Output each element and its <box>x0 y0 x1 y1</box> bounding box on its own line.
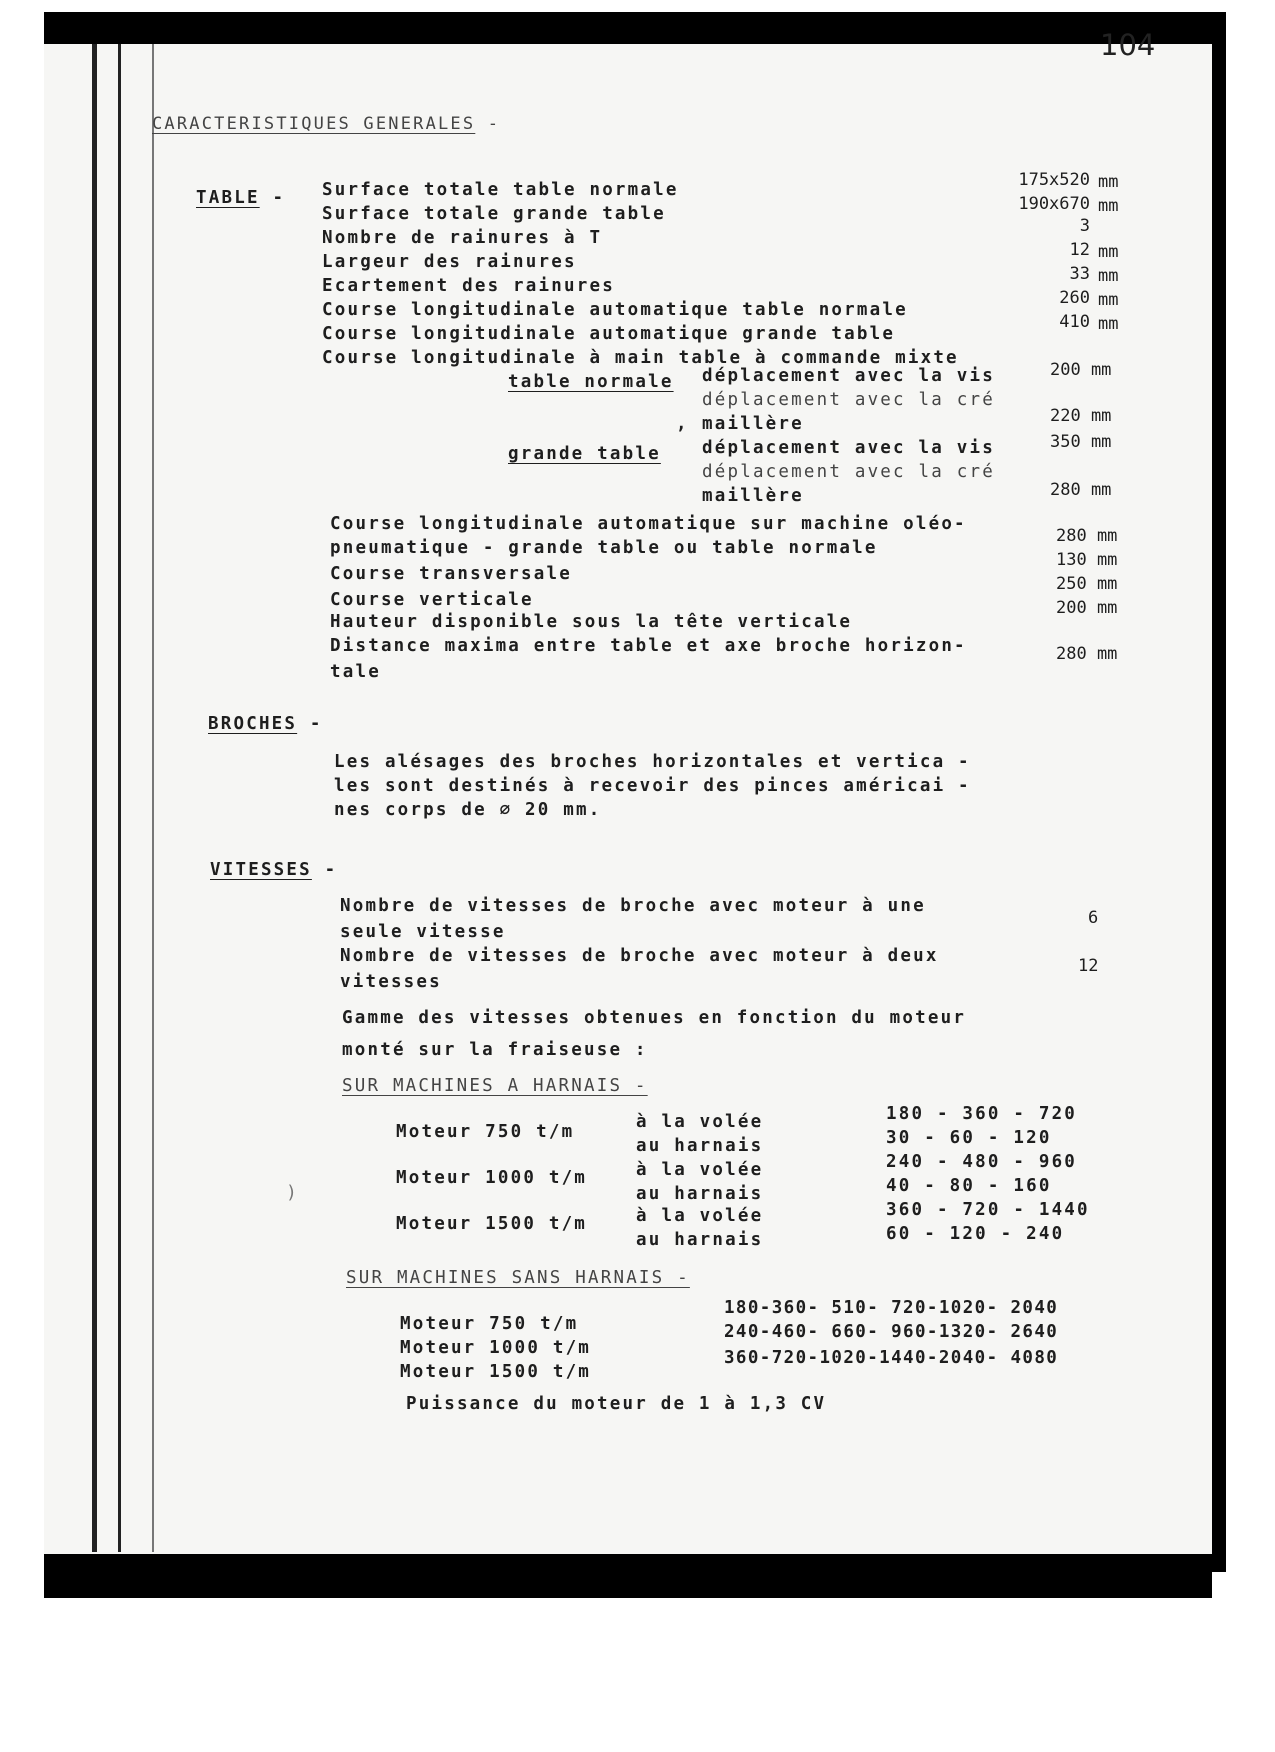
table-row2-text: Course transversale <box>330 564 572 584</box>
section-vitesses-heading <box>210 862 337 880</box>
table-row-unit: mm <box>1098 314 1119 334</box>
harnais-mode: à la volée <box>636 1160 764 1180</box>
mixte-normale-vis: déplacement avec la vis <box>702 366 995 386</box>
harnais-mode: au harnais <box>636 1136 764 1156</box>
vitesses-line: Nombre de vitesses de broche avec moteur à deux <box>340 946 939 966</box>
stray-mark: ) <box>286 1182 297 1203</box>
table-row-text: Surface totale table normale <box>322 180 679 200</box>
table-row2-value: 250 mm <box>1056 574 1118 594</box>
page-number: 104 <box>1100 28 1156 62</box>
table-row-text: Course longitudinale à main table à commande mixte <box>322 348 959 368</box>
section-table-heading <box>196 190 285 208</box>
table-row2-text: Hauteur disponible sous la tête verticale <box>330 612 853 632</box>
table-row-value: 410 <box>1059 312 1090 332</box>
harnais-values: 240 - 480 - 960 <box>886 1152 1078 1172</box>
sans-moteur: Moteur 1500 t/m <box>400 1362 592 1382</box>
harnais-mode: à la volée <box>636 1112 764 1132</box>
section-broches-heading <box>208 716 323 734</box>
table-row-text: Surface totale grande table <box>322 204 666 224</box>
harnais-moteur: Moteur 750 t/m <box>396 1122 575 1142</box>
table-row2-value: 200 mm <box>1056 598 1118 618</box>
page-title <box>152 116 500 133</box>
table-row-text: Course longitudinale automatique grande table <box>322 324 896 344</box>
table-row-value: 260 <box>1059 288 1090 308</box>
page-title-text: CARACTERISTIQUES GENERALES <box>152 114 476 134</box>
vitesses-value: 6 <box>1088 908 1099 928</box>
table-row-text: Ecartement des rainures <box>322 276 615 296</box>
mixte-normale-cre-value: 220 mm <box>1050 406 1112 426</box>
table-row2-text: Distance maxima entre table et axe broche horizon- <box>330 636 967 656</box>
broches-line: nes corps de ∅ 20 mm. <box>334 800 602 820</box>
table-row-value: 3 <box>1079 216 1090 236</box>
table-row-unit: mm <box>1098 290 1119 310</box>
sans-values: 360-720-1020-1440-2040- 4080 <box>724 1348 1059 1368</box>
table-row-value: 190x670 <box>1018 194 1090 214</box>
table-row-value: 12 <box>1069 240 1090 260</box>
sans-values: 180-360- 510- 720-1020- 2040 <box>724 1298 1059 1318</box>
table-row2-text: Course longitudinale automatique sur machine oléo- <box>330 514 967 534</box>
mixte-comma: , <box>676 414 689 434</box>
broches-line: Les alésages des broches horizontales et vertica - <box>334 752 971 772</box>
table-row2-text: tale <box>330 662 381 682</box>
harnais-heading: SUR MACHINES A HARNAIS - <box>342 1076 648 1096</box>
table-row-unit: mm <box>1098 242 1119 262</box>
table-row2-value: 280 mm <box>1056 526 1118 546</box>
section-vitesses-dash: - <box>324 860 338 880</box>
margin-rule <box>92 44 97 1552</box>
harnais-values: 360 - 720 - 1440 <box>886 1200 1090 1220</box>
mixte-grande-vis: déplacement avec la vis <box>702 438 995 458</box>
mixte-grande-cre2: maillère <box>702 486 804 506</box>
vitesses-line: seule vitesse <box>340 922 506 942</box>
mixte-normale-cre: déplacement avec la cré <box>702 390 995 410</box>
mixte-normale-vis-value: 200 mm <box>1050 360 1112 380</box>
sans-moteur: Moteur 1000 t/m <box>400 1338 592 1358</box>
table-row-value: 33 <box>1069 264 1090 284</box>
section-broches-label: BROCHES <box>208 714 298 734</box>
section-table-label: TABLE <box>196 188 260 208</box>
mixte-grande-cre-value: 280 mm <box>1050 480 1112 500</box>
table-row-text: Largeur des rainures <box>322 252 577 272</box>
puissance-line: Puissance du moteur de 1 à 1,3 CV <box>406 1394 827 1414</box>
table-row2-text: Course verticale <box>330 590 534 610</box>
sans-values: 240-460- 660- 960-1320- 2640 <box>724 1322 1059 1342</box>
harnais-values: 60 - 120 - 240 <box>886 1224 1065 1244</box>
harnais-values: 30 - 60 - 120 <box>886 1128 1052 1148</box>
harnais-moteur: Moteur 1500 t/m <box>396 1214 588 1234</box>
table-row2-value: 130 mm <box>1056 550 1118 570</box>
vitesses-value: 12 <box>1078 956 1099 976</box>
broches-line: les sont destinés à recevoir des pinces américai - <box>334 776 971 796</box>
table-row-value: 175x520 <box>1018 170 1090 190</box>
harnais-values: 40 - 80 - 160 <box>886 1176 1052 1196</box>
harnais-mode: au harnais <box>636 1230 764 1250</box>
table-row-unit: mm <box>1098 266 1119 286</box>
gamme-line: Gamme des vitesses obtenues en fonction du moteur <box>342 1008 967 1028</box>
harnais-mode: au harnais <box>636 1184 764 1204</box>
vitesses-line: Nombre de vitesses de broche avec moteur à une <box>340 896 926 916</box>
table-row-text: Nombre de rainures à T <box>322 228 603 248</box>
margin-rule <box>118 44 121 1552</box>
vitesses-line: vitesses <box>340 972 442 992</box>
harnais-mode: à la volée <box>636 1206 764 1226</box>
section-broches-dash: - <box>309 714 323 734</box>
table-row-unit: mm <box>1098 196 1119 216</box>
table-row2-value: 280 mm <box>1056 644 1118 664</box>
mixte-normale-cre2: maillère <box>702 414 804 434</box>
sans-harnais-heading: SUR MACHINES SANS HARNAIS - <box>346 1268 690 1288</box>
gamme-line: monté sur la fraiseuse : <box>342 1040 648 1060</box>
harnais-values: 180 - 360 - 720 <box>886 1104 1078 1124</box>
table-row-unit: mm <box>1098 172 1119 192</box>
section-table-dash: - <box>272 188 286 208</box>
mixte-grande-vis-value: 350 mm <box>1050 432 1112 452</box>
mixte-grande-label: grande table <box>508 444 661 464</box>
mixte-grande-cre: déplacement avec la cré <box>702 462 995 482</box>
section-vitesses-label: VITESSES <box>210 860 312 880</box>
table-row-text: Course longitudinale automatique table normale <box>322 300 908 320</box>
harnais-moteur: Moteur 1000 t/m <box>396 1168 588 1188</box>
table-row2-text: pneumatique - grande table ou table normale <box>330 538 878 558</box>
page-title-dash: - <box>487 114 501 134</box>
mixte-normale-label: table normale <box>508 372 674 392</box>
sans-moteur: Moteur 750 t/m <box>400 1314 579 1334</box>
margin-rule <box>152 44 154 1552</box>
